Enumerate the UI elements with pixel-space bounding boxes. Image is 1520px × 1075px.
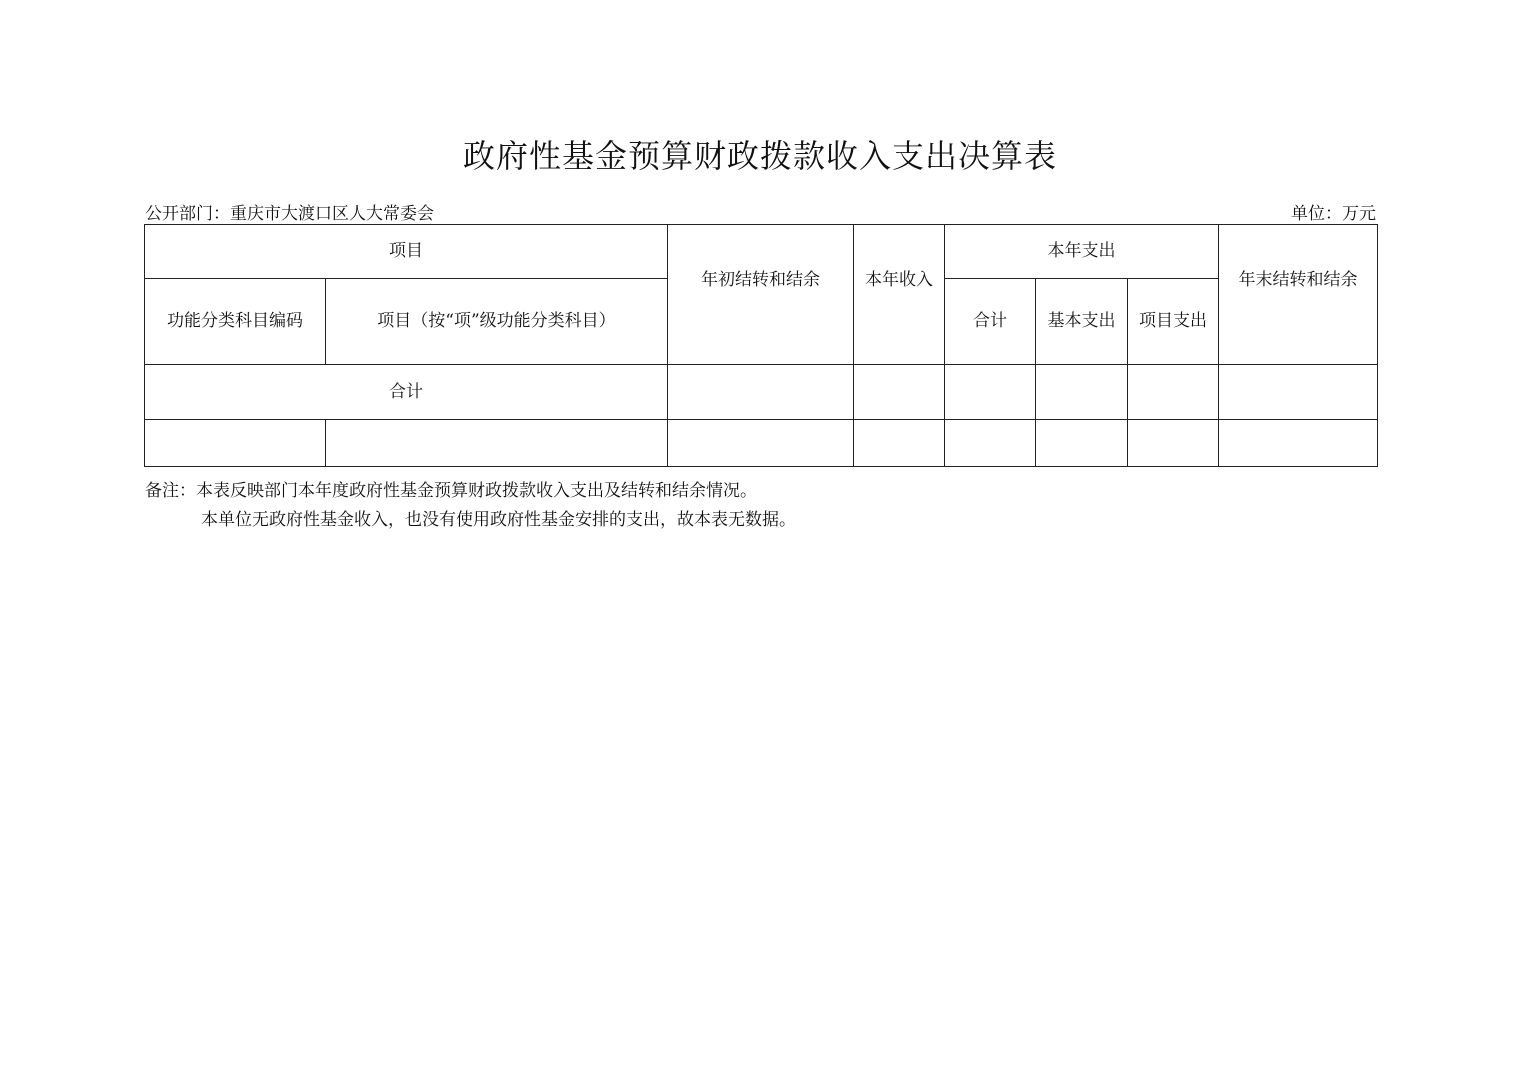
- row-name: [326, 420, 668, 467]
- header-closing-balance-label: 年末结转和结余: [1238, 270, 1358, 291]
- header-expense-total: 合计: [945, 279, 1036, 365]
- total-label: 合计: [145, 365, 668, 420]
- header-code: 功能分类科目编码: [145, 279, 326, 365]
- header-item-group: 项目: [145, 225, 668, 279]
- header-expense-project: 项目支出: [1128, 279, 1219, 365]
- total-row: [145, 365, 1378, 420]
- row-code: [145, 420, 326, 467]
- total-expense-basic: [1036, 365, 1128, 420]
- total-closing-balance: [1219, 365, 1378, 420]
- unit-label: 单位：万元: [1291, 204, 1376, 224]
- note-line-2: 本单位无政府性基金收入，也没有使用政府性基金安排的支出，故本表无数据。: [201, 510, 796, 530]
- total-opening-balance: [668, 365, 854, 420]
- header-name: 项目（按“项”级功能分类科目）: [326, 279, 668, 365]
- row-opening-balance: [668, 420, 854, 467]
- row-income: [854, 420, 945, 467]
- row-expense-total: [945, 420, 1036, 467]
- total-income: [854, 365, 945, 420]
- header-income-label: 本年收入: [865, 270, 933, 291]
- total-expense-project: [1128, 365, 1219, 420]
- table-row: [145, 420, 1378, 467]
- budget-table: [144, 224, 1378, 467]
- department-label: 公开部门：重庆市大渡口区人大常委会: [145, 204, 434, 224]
- header-opening-balance-label: 年初结转和结余: [701, 270, 820, 291]
- header-income: [854, 225, 945, 365]
- total-expense-total: [945, 365, 1036, 420]
- header-closing-balance: [1219, 225, 1378, 365]
- header-expense-group: 本年支出: [945, 225, 1219, 279]
- header-expense-basic: 基本支出: [1036, 279, 1128, 365]
- page-title: 政府性基金预算财政拨款收入支出决算表: [462, 137, 1057, 175]
- row-expense-basic: [1036, 420, 1128, 467]
- row-closing-balance: [1219, 420, 1378, 467]
- header-row-1: [145, 225, 1378, 279]
- note-line-1: 备注：本表反映部门本年度政府性基金预算财政拨款收入支出及结转和结余情况。: [145, 481, 757, 501]
- header-opening-balance: [668, 225, 854, 365]
- row-expense-project: [1128, 420, 1219, 467]
